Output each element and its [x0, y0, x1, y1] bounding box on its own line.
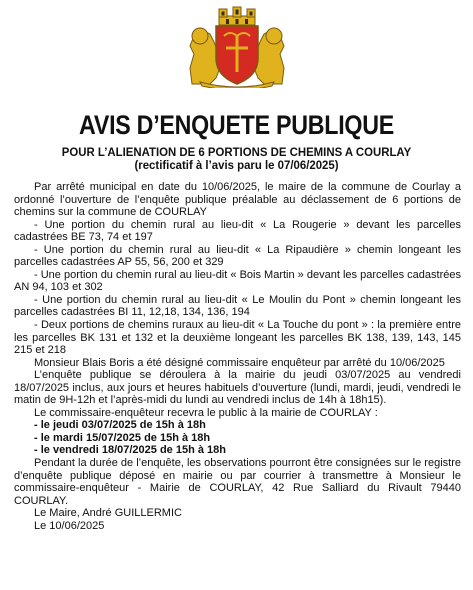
signature-date: Le 10/06/2025 — [34, 519, 105, 532]
reception-date-1: - le jeudi 03/07/2025 de 15h à 18h — [34, 419, 206, 432]
paragraph-inquiry-dates: L’enquête publique se déroulera à la mairie du jeudi 03/07/2025 au vendredi 18/07/2025 inclus, aux jours et heures habituels d’ouverture (lundi, mardi, jeudi, vendredi le matin de 9H-12h et l’après-midi du lundi au vendredi inclus de 14h à 18h15). — [14, 369, 461, 407]
subtitle-line-1: POUR L’ALIENATION DE 6 PORTIONS DE CHEMINS A COURLAY — [61, 145, 412, 159]
paragraph-portion-touche-du-pont: - Deux portions de chemins ruraux au lieu-dit « La Touche du pont » : la première entre les parcelles BK 131 et 132 et la deuxième longeant les parcelles BK 138, 139, 143, 145 215 et 218 — [14, 319, 461, 357]
notice-subtitle — [12, 146, 461, 172]
notice-body — [14, 181, 461, 532]
paragraph-portion-moulin-du-pont: - Une portion du chemin rural au lieu-dit « Le Moulin du Pont » chemin longeant les parcelles cadastrées BI 11, 12,18, 134, 136, 194 — [14, 293, 461, 319]
notice-title: AVIS D’ENQUETE PUBLIQUE — [79, 110, 394, 140]
reception-date-2: - le mardi 15/07/2025 de 15h à 18h — [34, 431, 211, 444]
paragraph-portion-ripaudiere: - Une portion du chemin rural au lieu-dit « La Ripaudière » chemin longeant les parcelles cadastrées AP 55, 56, 200 et 329 — [14, 243, 461, 269]
coat-of-arms-icon — [186, 6, 288, 88]
paragraph-commissioner: Monsieur Blais Boris a été désigné commissaire enquêteur par arrêté du 10/06/2025 — [34, 356, 445, 369]
reception-date-3: - le vendredi 18/07/2025 de 15h à 18h — [34, 444, 226, 457]
paragraph-portion-bois-martin: - Une portion du chemin rural au lieu-dit « Bois Martin » devant les parcelles cadastrées AN 94, 103 et 302 — [14, 268, 461, 294]
paragraph-observations: Pendant la durée de l’enquête, les observations pourront être consignées sur le registre d’enquête publique déposé en mairie ou par courrier à transmettre à Monsieur le commissaire-enquêteur - Mairie de COURLAY, 42 Rue Salliard du Rivault 79440 COURLAY. — [14, 457, 461, 507]
subtitle-line-2: (rectificatif à l’avis paru le 07/06/2025) — [134, 158, 339, 172]
signature-mayor: Le Maire, André GUILLERMIC — [34, 507, 182, 520]
paragraph-decree: Par arrêté municipal en date du 10/06/2025, le maire de la commune de Courlay a ordonné l’ouverture de l’enquête publique préalable au déclassement de 6 portions de chemins sur la commune de COURLAY — [14, 181, 461, 219]
paragraph-portion-rougerie: - Une portion du chemin rural au lieu-dit « La Rougerie » devant les parcelles cadastrées BE 73, 74 et 197 — [14, 218, 461, 244]
paragraph-reception: Le commissaire-enquêteur recevra le public à la mairie de COURLAY : — [34, 406, 378, 419]
